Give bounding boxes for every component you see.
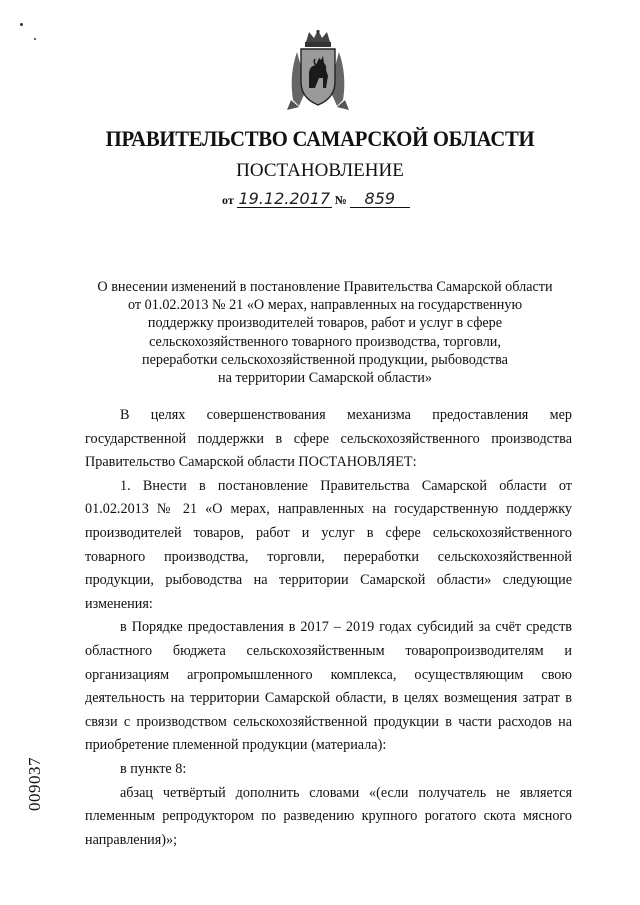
- body-paragraph: в пункте 8:: [120, 760, 187, 777]
- date-prefix: от: [222, 193, 234, 207]
- subject-line: поддержку производителей товаров, работ и услуг в сфере: [147, 315, 503, 332]
- side-serial-stamp: [27, 741, 43, 827]
- subject-line: О внесении изменений в постановление Правительства Самарской области: [97, 279, 553, 295]
- scan-speck: [34, 38, 36, 40]
- subject-line: на территории Самарской области»: [218, 370, 432, 387]
- body-paragraph: в Порядке предоставления в 2017 – 2019 годах субсидий за счёт средств областного бюджета сельскохозяйственным товаропроизводителям и организациям агропромышленного комплекса, осуществляющим свою деятельность на территории Самарской области, в целях возмещения затрат в связи с производством сельскохозяйственной продукции в части расходов на приобретение племенной продукции (материала):: [85, 619, 572, 754]
- subject-line: сельскохозяйственного товарного производства, торговли,: [149, 333, 501, 350]
- scan-speck: [20, 23, 23, 26]
- body-paragraph: абзац четвёртый дополнить словами «(если получатель не является племенным репродуктором по разведению крупного рогатого скота мясного направления)»;: [85, 784, 572, 848]
- document-body: [85, 404, 572, 852]
- subject-line: переработки сельскохозяйственной продукции, рыбоводства: [142, 351, 508, 368]
- serial-number: 009037: [25, 757, 44, 811]
- document-subject: [70, 278, 580, 387]
- document-date-number: [222, 191, 410, 208]
- body-paragraph: В целях совершенствования механизма предоставления мер государственной поддержки в сфере сельскохозяйственного производства Правительство Самарской области ПОСТАНОВЛЯЕТ:: [85, 407, 572, 471]
- number-prefix: №: [334, 193, 347, 207]
- subject-line: от 01.02.2013 № 21 «О мерах, направленных на государственную: [127, 297, 523, 314]
- number-value: 859: [350, 191, 410, 208]
- organization-title: ПРАВИТЕЛЬСТВО САМАРСКОЙ ОБЛАСТИ: [105, 126, 535, 151]
- samara-coat-of-arms-icon: [285, 30, 351, 112]
- document-type: ПОСТАНОВЛЕНИЕ: [236, 160, 404, 181]
- date-value: 19.12.2017: [238, 189, 331, 208]
- body-paragraph: 1. Внести в постановление Правительства Самарской области от 01.02.2013 № 21 «О мерах, направленных на государственную поддержку производителей товаров, работ и услуг в сфере сельскохозяйственного товарного производства, торговли, переработки сельскохозяйственной продукции, рыбоводства на территории Самарской области» следующие изменения:: [85, 477, 572, 612]
